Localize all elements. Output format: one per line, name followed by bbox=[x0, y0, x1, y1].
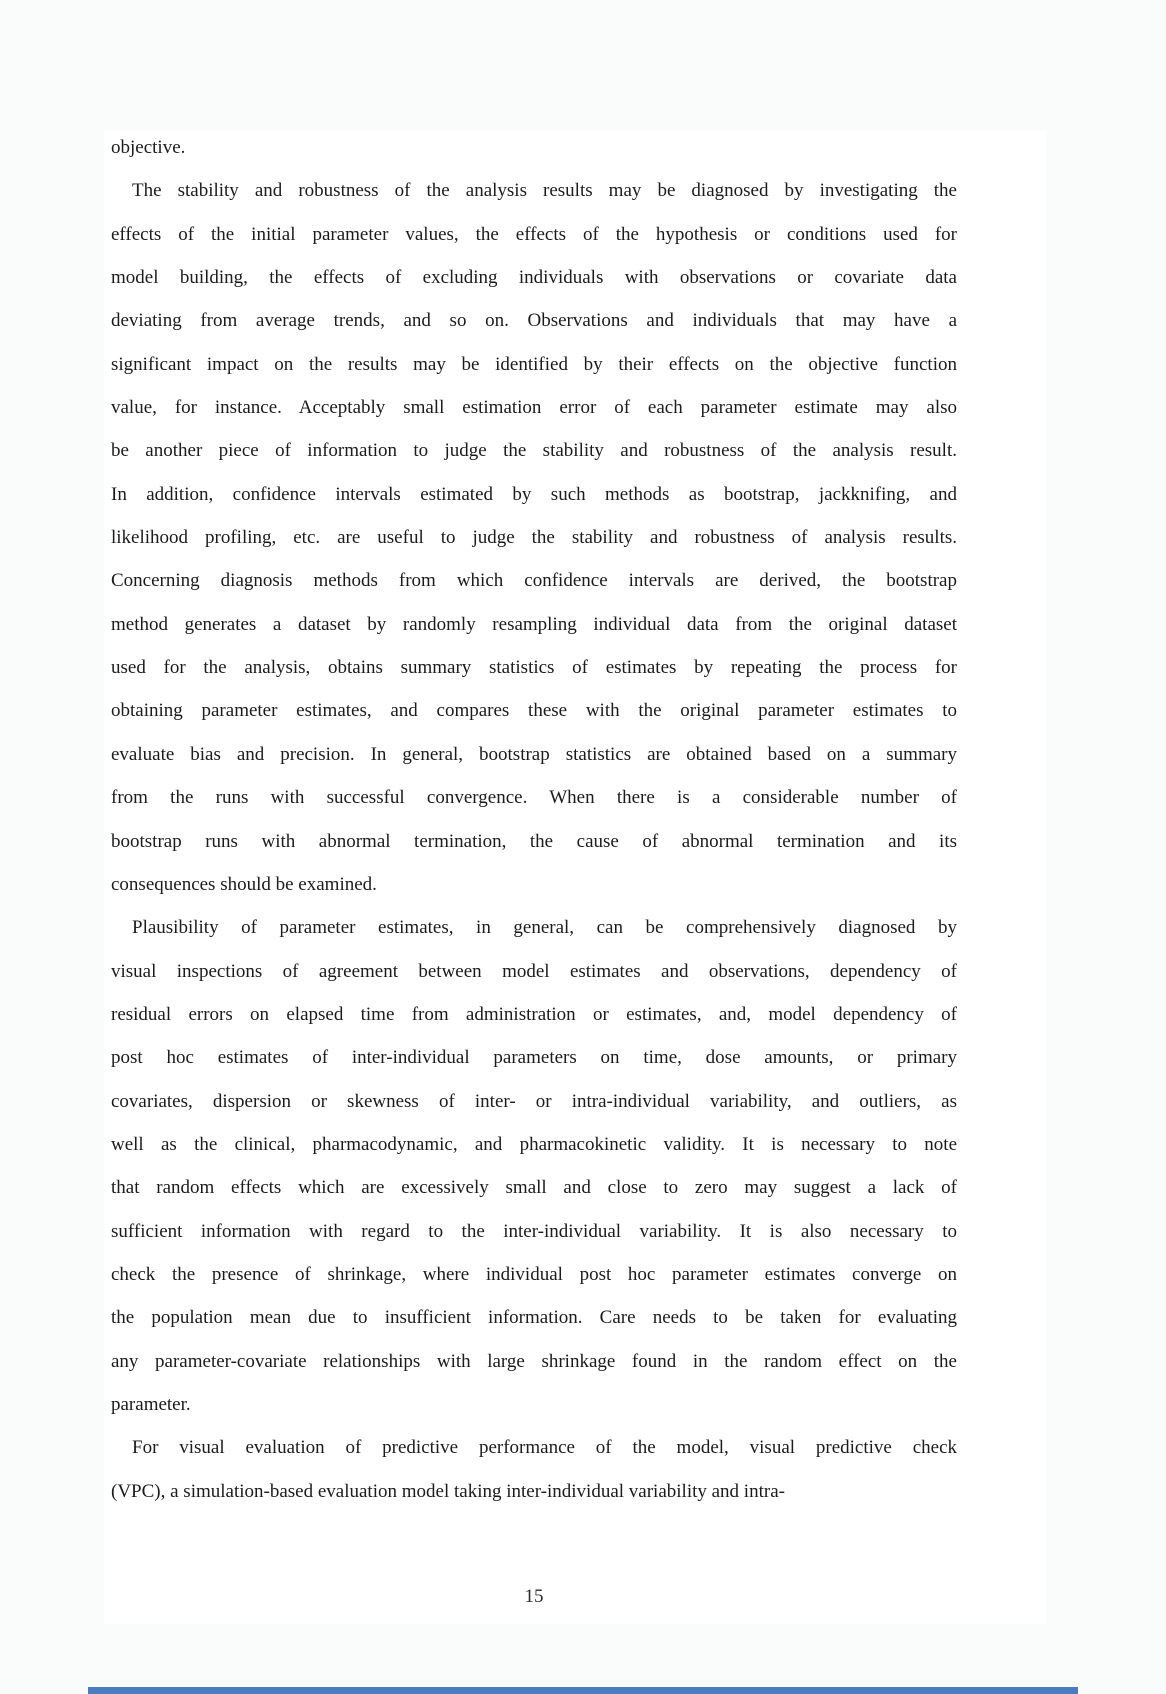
text-line: sufficient information with regard to the inter-individual variability. It is also necessary to bbox=[111, 1220, 957, 1242]
text-line: effects of the initial parameter values, the effects of the hypothesis or conditions used for bbox=[111, 223, 957, 245]
text-line: deviating from average trends, and so on. Observations and individuals that may have a bbox=[111, 310, 957, 332]
text-line: that random effects which are excessively small and close to zero may suggest a lack of bbox=[111, 1177, 957, 1199]
text-line: significant impact on the results may be identified by their effects on the objective function bbox=[111, 353, 957, 375]
text-line: Concerning diagnosis methods from which confidence intervals are derived, the bootstrap bbox=[111, 570, 957, 592]
text-line: check the presence of shrinkage, where individual post hoc parameter estimates converge on bbox=[111, 1263, 957, 1285]
text-line: The stability and robustness of the analysis results may be diagnosed by investigating the bbox=[132, 180, 957, 202]
body-text bbox=[111, 126, 957, 1513]
text-line: bootstrap runs with abnormal termination, the cause of abnormal termination and its bbox=[111, 830, 957, 852]
text-line: For visual evaluation of predictive performance of the model, visual predictive check bbox=[132, 1437, 957, 1459]
text-line: In addition, confidence intervals estimated by such methods as bootstrap, jackknifing, and bbox=[111, 483, 957, 505]
text-line: objective. bbox=[111, 137, 186, 158]
page-number: 15 bbox=[524, 1586, 544, 1607]
text-line: the population mean due to insufficient information. Care needs to be taken for evaluating bbox=[111, 1307, 957, 1329]
footer-accent-bar bbox=[88, 1687, 1078, 1694]
text-line: evaluate bias and precision. In general, bootstrap statistics are obtained based on a summary bbox=[111, 743, 957, 765]
text-line: covariates, dispersion or skewness of inter- or intra-individual variability, and outliers, as bbox=[111, 1090, 957, 1112]
text-line: post hoc estimates of inter-individual parameters on time, dose amounts, or primary bbox=[111, 1047, 957, 1069]
text-line: model building, the effects of excluding individuals with observations or covariate data bbox=[111, 267, 957, 289]
text-line: Plausibility of parameter estimates, in general, can be comprehensively diagnosed by bbox=[132, 917, 957, 939]
text-line: well as the clinical, pharmacodynamic, and pharmacokinetic validity. It is necessary to note bbox=[111, 1133, 957, 1155]
text-line: parameter. bbox=[111, 1393, 191, 1415]
text-line: from the runs with successful convergence. When there is a considerable number of bbox=[111, 787, 957, 809]
text-line: any parameter-covariate relationships with large shrinkage found in the random effect on the bbox=[111, 1350, 957, 1372]
text-line: method generates a dataset by randomly resampling individual data from the original dataset bbox=[111, 613, 957, 635]
text-line: be another piece of information to judge the stability and robustness of the analysis result. bbox=[111, 440, 957, 462]
text-line: residual errors on elapsed time from administration or estimates, and, model dependency of bbox=[111, 1003, 957, 1025]
text-line: consequences should be examined. bbox=[111, 873, 377, 895]
text-line: visual inspections of agreement between model estimates and observations, dependency of bbox=[111, 960, 957, 982]
text-line: value, for instance. Acceptably small estimation error of each parameter estimate may also bbox=[111, 397, 957, 419]
text-line: likelihood profiling, etc. are useful to judge the stability and robustness of analysis results. bbox=[111, 527, 957, 549]
text-line: used for the analysis, obtains summary statistics of estimates by repeating the process for bbox=[111, 657, 957, 679]
text-line: (VPC), a simulation-based evaluation model taking inter-individual variability and intra- bbox=[111, 1480, 785, 1502]
text-line: obtaining parameter estimates, and compares these with the original parameter estimates to bbox=[111, 700, 957, 722]
